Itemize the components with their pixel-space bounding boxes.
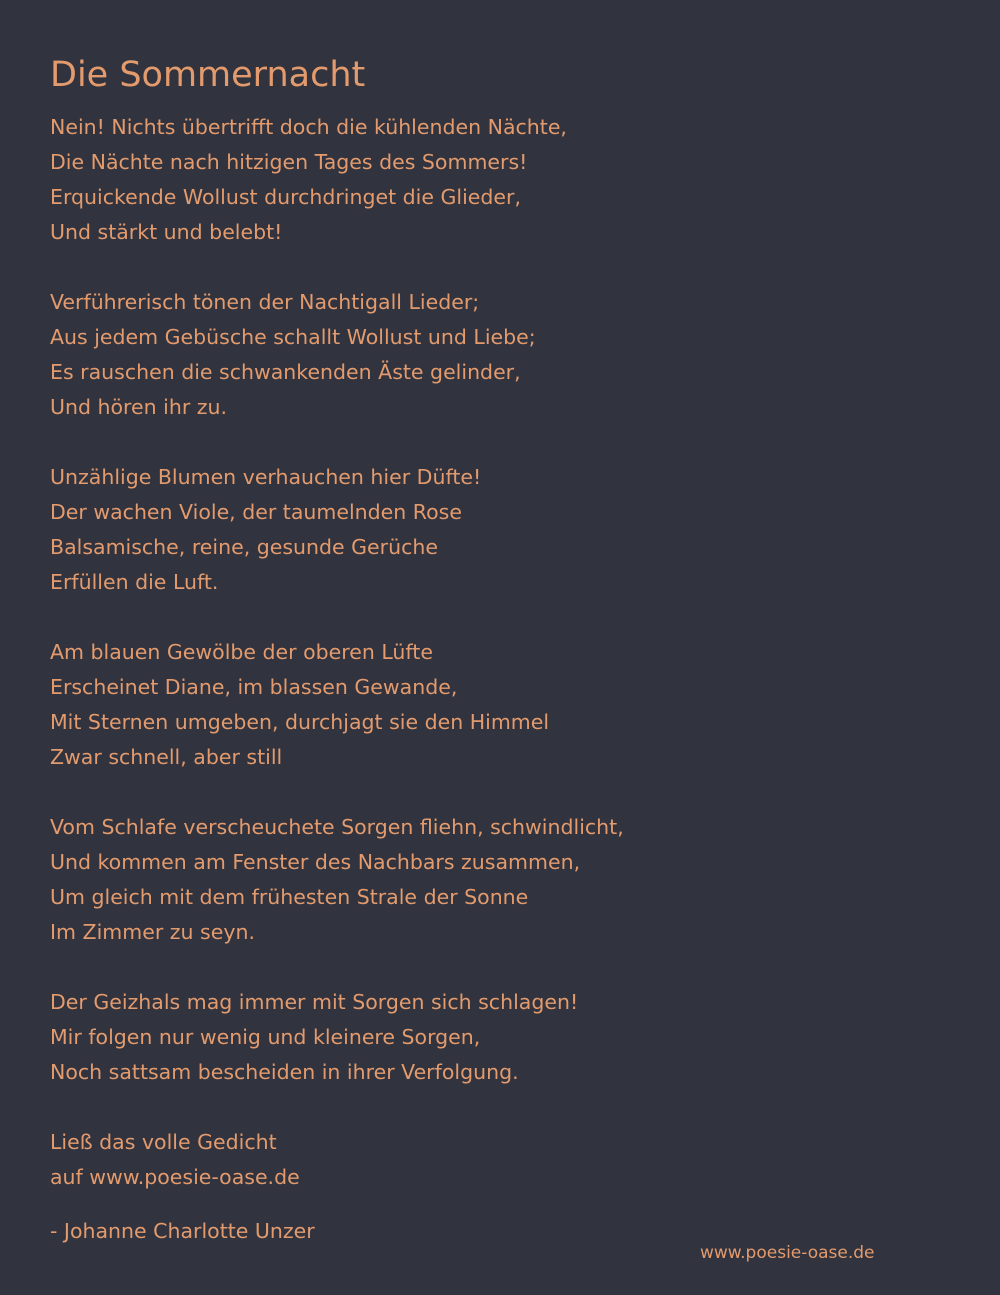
poem-line: Unzählige Blumen verhauchen hier Düfte! xyxy=(50,465,482,489)
poem-line: Zwar schnell, aber still xyxy=(50,745,283,769)
poem-line: Mir folgen nur wenig und kleinere Sorgen, xyxy=(50,1025,481,1049)
poem-page xyxy=(50,52,950,1249)
poem-body xyxy=(50,110,950,1090)
poem-line: Der wachen Viole, der taumelnden Rose xyxy=(50,500,462,524)
poem-line: Vom Schlafe verscheuchete Sorgen fliehn, schwindlicht, xyxy=(50,815,624,839)
poem-line: Aus jedem Gebüsche schallt Wollust und Liebe; xyxy=(50,325,536,349)
full-poem-note-line: Ließ das volle Gedicht xyxy=(50,1130,277,1154)
poem-line: Im Zimmer zu seyn. xyxy=(50,920,255,944)
stanza xyxy=(50,810,950,950)
stanza xyxy=(50,460,950,600)
poem-line: Und kommen am Fenster des Nachbars zusammen, xyxy=(50,850,581,874)
poem-line: Balsamische, reine, gesunde Gerüche xyxy=(50,535,438,559)
stanza xyxy=(50,985,950,1090)
poem-line: Erfüllen die Luft. xyxy=(50,570,219,594)
poem-line: Die Nächte nach hitzigen Tages des Sommers! xyxy=(50,150,528,174)
footer-website: www.poesie-oase.de xyxy=(700,1243,875,1263)
poem-author: - Johanne Charlotte Unzer xyxy=(50,1219,315,1243)
poem-line: Und stärkt und belebt! xyxy=(50,220,283,244)
stanza xyxy=(50,110,950,250)
poem-line: Mit Sternen umgeben, durchjagt sie den Himmel xyxy=(50,710,550,734)
poem-line: Es rauschen die schwankenden Äste gelinder, xyxy=(50,360,521,384)
poem-line: Erscheinet Diane, im blassen Gewande, xyxy=(50,675,458,699)
poem-line: Und hören ihr zu. xyxy=(50,395,228,419)
poem-line: Nein! Nichts übertrifft doch die kühlenden Nächte, xyxy=(50,115,567,139)
poem-line: Um gleich mit dem frühesten Strale der Sonne xyxy=(50,885,529,909)
poem-line: Verführerisch tönen der Nachtigall Lieder; xyxy=(50,290,480,314)
poem-line: Der Geizhals mag immer mit Sorgen sich schlagen! xyxy=(50,990,579,1014)
poem-line: Am blauen Gewölbe der oberen Lüfte xyxy=(50,640,433,664)
poem-line: Erquickende Wollust durchdringet die Glieder, xyxy=(50,185,521,209)
full-poem-note xyxy=(50,1125,950,1195)
stanza xyxy=(50,635,950,775)
full-poem-note-link: auf www.poesie-oase.de xyxy=(50,1165,300,1189)
stanza xyxy=(50,285,950,425)
poem-line: Noch sattsam bescheiden in ihrer Verfolgung. xyxy=(50,1060,519,1084)
poem-title: Die Sommernacht xyxy=(50,55,366,95)
